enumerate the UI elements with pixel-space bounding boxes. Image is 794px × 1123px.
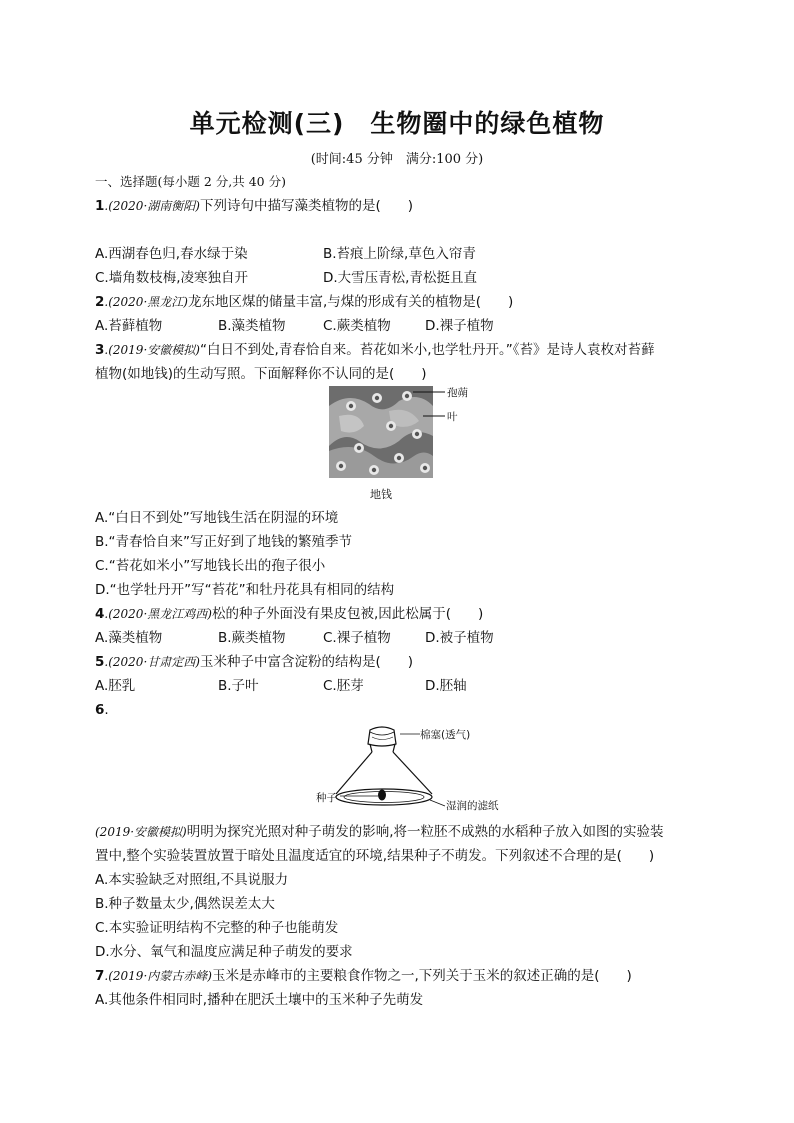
page-subtitle: (时间:45 分钟 满分:100 分) [310, 152, 484, 167]
option: A.胚乳 [95, 678, 136, 694]
option: D.被子植物 [425, 630, 494, 646]
figure-label-leaf: 叶 [447, 411, 458, 423]
question-source: .(2020·湖南衡阳) [104, 199, 200, 213]
question-number: 4 [95, 606, 105, 622]
option: C.蕨类植物 [323, 318, 391, 334]
question-6 [95, 700, 109, 720]
question-text: “白日不到处,青春恰自来。苔花如米小,也学牡丹开。”《苔》是诗人袁枚对苔藓 [199, 342, 655, 358]
question-number: 1 [95, 198, 105, 214]
option: B.种子数量太少,偶然误差太大 [95, 896, 275, 912]
option: D.大雪压青松,青松挺且直 [323, 270, 477, 286]
option: C.“苔花如米小”写地钱长出的孢子很小 [95, 558, 326, 574]
option: B.子叶 [218, 678, 259, 694]
question-4 [95, 604, 483, 624]
seed-pointer-line [330, 788, 390, 808]
question-source: .(2020·甘肃定西) [104, 655, 200, 669]
option: A.其他条件相同时,播种在肥沃土壤中的玉米种子先萌发 [95, 992, 424, 1008]
option: D.胚轴 [425, 678, 467, 694]
option: D.裸子植物 [425, 318, 494, 334]
question-text-continued: 置中,整个实验装置放置于暗处且温度适宜的环境,结果种子不萌发。下列叙述不合理的是( ) [95, 848, 655, 864]
option: C.本实验证明结构不完整的种子也能萌发 [95, 920, 339, 936]
question-number-dot: . [104, 702, 109, 718]
option: D.“也学牡丹开”写“苔花”和牡丹花具有相同的结构 [95, 582, 395, 598]
option: B.苔痕上阶绿,草色入帘青 [323, 246, 476, 262]
section-heading: 一、选择题(每小题 2 分,共 40 分) [95, 174, 286, 189]
option: B.藻类植物 [218, 318, 286, 334]
option: B.“青春恰自来”写正好到了地钱的繁殖季节 [95, 534, 353, 550]
option: A.本实验缺乏对照组,不具说服力 [95, 872, 289, 888]
question-text: 龙东地区煤的储量丰富,与煤的形成有关的植物是( ) [187, 294, 514, 310]
figure-caption: 地钱 [370, 488, 392, 501]
option: B.蕨类植物 [218, 630, 286, 646]
option: A.苔藓植物 [95, 318, 163, 334]
figure-label-seed: 种子 [316, 792, 337, 804]
question-text: 玉米是赤峰市的主要粮食作物之一,下列关于玉米的叙述正确的是( ) [211, 968, 632, 984]
question-text: 明明为探究光照对种子萌发的影响,将一粒胚不成熟的水稻种子放入如图的实验装 [186, 824, 664, 840]
question-number: 7 [95, 968, 105, 984]
question-5 [95, 652, 413, 672]
page-title: 单元检测(三) 生物圈中的绿色植物 [189, 109, 605, 138]
question-2 [95, 292, 513, 312]
question-number: 3 [95, 342, 105, 358]
figure-label-cotton-plug: 棉塞(透气) [420, 729, 471, 741]
option: D.水分、氧气和温度应满足种子萌发的要求 [95, 944, 353, 960]
figure-label-capsule: 孢蒴 [447, 387, 468, 399]
question-source: .(2020·黑龙江鸡西) [104, 607, 212, 621]
option: C.胚芽 [323, 678, 364, 694]
question-1 [95, 196, 413, 216]
question-6-text [95, 822, 664, 842]
option: C.墙角数枝梅,凌寒独自开 [95, 270, 249, 286]
question-text: 玉米种子中富含淀粉的结构是( ) [199, 654, 413, 670]
option: A.西湖春色归,春水绿于染 [95, 246, 248, 262]
question-text: 松的种子外面没有果皮包被,因此松属于( ) [211, 606, 484, 622]
question-source: .(2020·黑龙江) [104, 295, 188, 309]
question-number: 5 [95, 654, 105, 670]
question-text: 下列诗句中描写藻类植物的是( ) [199, 198, 413, 214]
question-number: 2 [95, 294, 105, 310]
option: A.藻类植物 [95, 630, 163, 646]
question-text-continued: 植物(如地钱)的生动写照。下面解释你不认同的是( ) [95, 366, 427, 382]
option: C.裸子植物 [323, 630, 391, 646]
option: A.“白日不到处”写地钱生活在阴湿的环境 [95, 510, 339, 526]
question-7 [95, 966, 632, 986]
question-number: 6 [95, 702, 105, 718]
figure-label-wet-filter-paper: 湿润的滤纸 [446, 800, 499, 812]
question-source: .(2019·内蒙古赤峰) [104, 969, 212, 983]
question-source: .(2019·安徽模拟) [104, 343, 200, 357]
question-3 [95, 340, 655, 360]
question-source: (2019·安徽模拟) [95, 825, 187, 839]
